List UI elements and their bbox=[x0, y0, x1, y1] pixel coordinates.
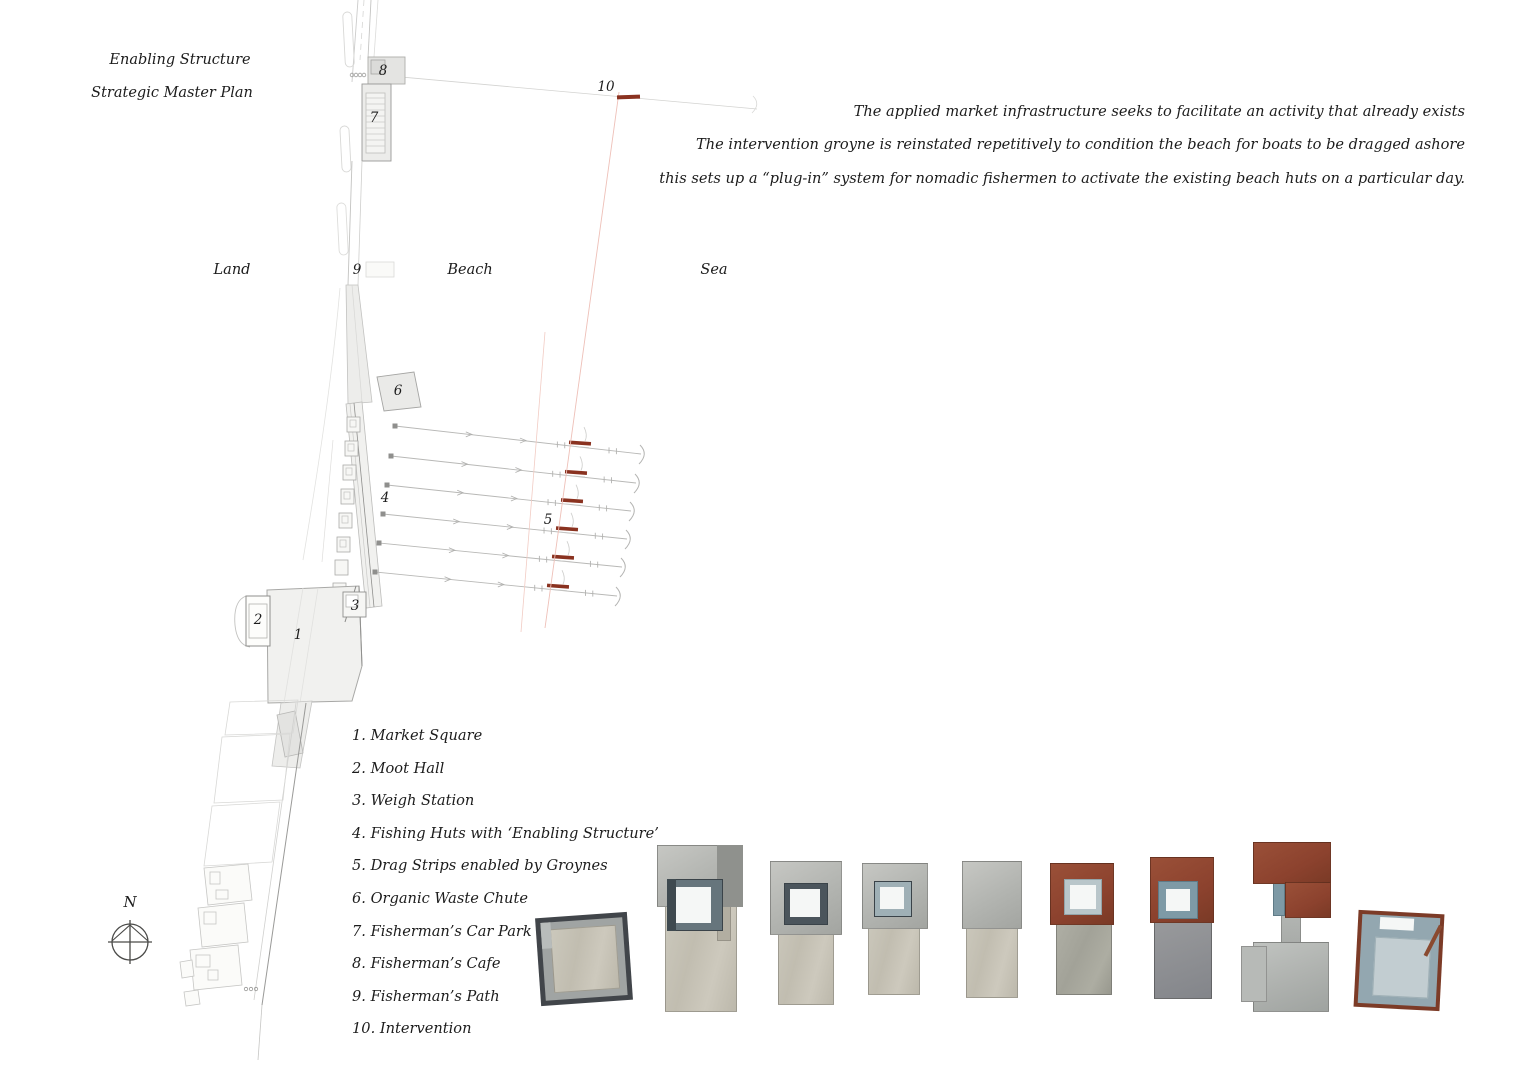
legend-item-9: 9. Fisherman’s Path bbox=[352, 987, 500, 1005]
model-photo-2 bbox=[655, 845, 745, 1012]
model-photo-5 bbox=[960, 861, 1024, 998]
legend-item-5: 5. Drag Strips enabled by Groynes bbox=[352, 857, 608, 875]
legend-item-3: 3. Weigh Station bbox=[352, 792, 475, 810]
plan-marker-5: 5 bbox=[543, 512, 553, 528]
page-subtitle: Strategic Master Plan bbox=[91, 85, 253, 101]
window-jamb bbox=[667, 879, 676, 931]
model-photo-4 bbox=[862, 863, 932, 995]
legend-item-7: 7. Fisherman’s Car Park bbox=[352, 922, 532, 940]
plan-marker-2: 2 bbox=[253, 612, 263, 628]
model-photo-7 bbox=[1150, 857, 1220, 1001]
legend-item-2: 2. Moot Hall bbox=[352, 759, 445, 777]
zone-label-beach: Beach bbox=[447, 262, 493, 278]
model-photo-8 bbox=[1241, 842, 1337, 1014]
legend-item-8: 8. Fisherman’s Cafe bbox=[352, 955, 501, 973]
statement-line-2: The intervention groyne is reinstated repetitively to condition the beach for boats to be dragged ashore bbox=[696, 136, 1465, 154]
plan-marker-7: 7 bbox=[369, 110, 379, 126]
rust-hood-top bbox=[1253, 842, 1331, 884]
plan-marker-9: 9 bbox=[352, 262, 362, 278]
model-photo-1 bbox=[535, 912, 633, 1006]
plan-marker-3: 3 bbox=[350, 598, 360, 614]
legend-item-1: 1. Market Square bbox=[352, 727, 483, 744]
model-photo-9 bbox=[1354, 910, 1445, 1011]
zone-label-sea: Sea bbox=[700, 262, 728, 278]
concrete-base bbox=[1056, 913, 1112, 995]
model-photo-6 bbox=[1050, 863, 1118, 995]
box-floor bbox=[1372, 937, 1431, 999]
zone-label-land: Land bbox=[213, 262, 251, 278]
window-light bbox=[880, 887, 904, 909]
plan-marker-10: 10 bbox=[597, 79, 615, 95]
legend-item-10: 10. Intervention bbox=[352, 1020, 472, 1038]
plan-marker-8: 8 bbox=[378, 63, 388, 79]
concrete-floor bbox=[550, 925, 620, 993]
window-light bbox=[1166, 889, 1190, 911]
statement-line-3: this sets up a “plug-in” system for nomadic fishermen to activate the existing beach huts on a particular day. bbox=[659, 169, 1465, 187]
model-photo-3 bbox=[768, 861, 846, 1005]
plan-marker-1: 1 bbox=[293, 627, 303, 643]
page-title: Enabling Structure bbox=[109, 52, 251, 68]
top-notch bbox=[1380, 917, 1415, 931]
steel-plinth-wing bbox=[1241, 946, 1267, 1002]
frame-corner bbox=[540, 922, 552, 949]
window-light bbox=[675, 887, 711, 923]
legend-item-6: 6. Organic Waste Chute bbox=[352, 889, 528, 907]
rust-hood-side bbox=[1285, 882, 1331, 918]
statement-line-1: The applied market infrastructure seeks to facilitate an activity that already exists bbox=[853, 103, 1465, 120]
plan-marker-6: 6 bbox=[393, 383, 403, 399]
plan-marker-4: 4 bbox=[380, 490, 390, 506]
legend-item-4: 4. Fishing Huts with ‘Enabling Structure’ bbox=[352, 824, 659, 842]
window-light bbox=[790, 889, 820, 917]
window-light bbox=[1070, 885, 1096, 909]
north-label: N bbox=[123, 893, 137, 911]
steel-plate bbox=[962, 861, 1022, 929]
